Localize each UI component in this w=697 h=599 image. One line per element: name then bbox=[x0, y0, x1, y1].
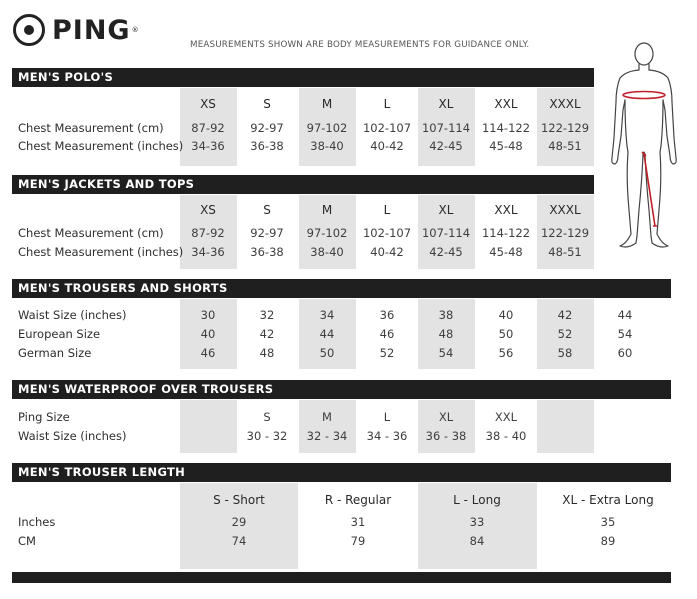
table-cell: 40-42 bbox=[370, 139, 404, 153]
table-cell: 87-92 bbox=[191, 226, 225, 240]
table-cell: 102-107 bbox=[362, 121, 412, 135]
section-polos-title: MEN'S POLO'S bbox=[12, 68, 594, 87]
size-header: XXL bbox=[494, 97, 518, 111]
table-cell: XL bbox=[438, 410, 454, 424]
table-cell: 60 bbox=[617, 346, 633, 360]
row-label: CM bbox=[18, 534, 36, 548]
section-length-title: MEN'S TROUSER LENGTH bbox=[12, 463, 671, 482]
footer-bar bbox=[12, 572, 671, 583]
table-cell: 107-114 bbox=[421, 226, 471, 240]
table-cell: 42 bbox=[259, 327, 275, 341]
section-jackets-title: MEN'S JACKETS AND TOPS bbox=[12, 175, 594, 194]
table-cell: 84 bbox=[469, 534, 485, 548]
shade-column bbox=[299, 400, 356, 453]
brand-trademark: ® bbox=[131, 26, 139, 34]
table-cell: XXL bbox=[494, 410, 518, 424]
table-cell: 48-51 bbox=[548, 139, 582, 153]
table-cell: 44 bbox=[319, 327, 335, 341]
row-label: Chest Measurement (inches) bbox=[18, 139, 184, 153]
size-header: XXL bbox=[494, 203, 518, 217]
table-cell: 50 bbox=[319, 346, 335, 360]
table-cell: 52 bbox=[557, 327, 573, 341]
length-header: S - Short bbox=[213, 493, 265, 507]
table-cell: 34-36 bbox=[191, 245, 225, 259]
size-header: XXXL bbox=[549, 203, 581, 217]
table-cell: 92-97 bbox=[250, 121, 284, 135]
table-cell: 44 bbox=[617, 308, 633, 322]
table-cell: 122-129 bbox=[540, 226, 590, 240]
size-header: L bbox=[383, 97, 391, 111]
row-label: German Size bbox=[18, 346, 92, 360]
table-cell: 45-48 bbox=[489, 245, 523, 259]
ping-logo bbox=[12, 12, 139, 48]
row-label: Chest Measurement (inches) bbox=[18, 245, 184, 259]
size-header: XS bbox=[200, 203, 216, 217]
table-cell: 74 bbox=[231, 534, 247, 548]
row-label: Chest Measurement (cm) bbox=[18, 226, 164, 240]
table-cell: 46 bbox=[379, 327, 395, 341]
table-cell: 48 bbox=[259, 346, 275, 360]
shade-column bbox=[180, 400, 237, 453]
size-header: XXXL bbox=[549, 97, 581, 111]
table-cell: 42-45 bbox=[429, 245, 463, 259]
table-cell: 35 bbox=[600, 515, 616, 529]
table-cell: 54 bbox=[617, 327, 633, 341]
table-cell: 34 - 36 bbox=[366, 429, 408, 443]
table-cell: 54 bbox=[438, 346, 454, 360]
length-header: R - Regular bbox=[324, 493, 392, 507]
table-cell: M bbox=[322, 410, 332, 424]
table-cell: 89 bbox=[600, 534, 616, 548]
table-cell: 30 bbox=[200, 308, 216, 322]
row-label: Chest Measurement (cm) bbox=[18, 121, 164, 135]
table-cell: 50 bbox=[498, 327, 514, 341]
table-cell: 42-45 bbox=[429, 139, 463, 153]
row-label: Ping Size bbox=[18, 410, 70, 424]
table-cell: 52 bbox=[379, 346, 395, 360]
table-cell: 79 bbox=[350, 534, 366, 548]
size-header: XS bbox=[200, 97, 216, 111]
table-cell: 36-38 bbox=[250, 245, 284, 259]
table-cell: 34 bbox=[319, 308, 335, 322]
table-cell: 48-51 bbox=[548, 245, 582, 259]
table-cell: 58 bbox=[557, 346, 573, 360]
table-cell: 97-102 bbox=[306, 226, 348, 240]
length-header: L - Long bbox=[453, 493, 501, 507]
brand-name: PING bbox=[52, 14, 131, 46]
size-header: XL bbox=[438, 97, 454, 111]
shade-column bbox=[537, 400, 594, 453]
row-label: Waist Size (inches) bbox=[18, 308, 127, 322]
table-cell: 36 bbox=[379, 308, 395, 322]
table-cell: 114-122 bbox=[481, 121, 531, 135]
ping-logo-icon bbox=[12, 13, 46, 47]
table-cell: 56 bbox=[498, 346, 514, 360]
table-cell: 32 - 34 bbox=[306, 429, 348, 443]
table-cell: 102-107 bbox=[362, 226, 412, 240]
table-cell: 31 bbox=[350, 515, 366, 529]
row-label: Waist Size (inches) bbox=[18, 429, 127, 443]
table-cell: 87-92 bbox=[191, 121, 225, 135]
table-cell: 29 bbox=[231, 515, 247, 529]
table-cell: 92-97 bbox=[250, 226, 284, 240]
section-trousers-title: MEN'S TROUSERS AND SHORTS bbox=[12, 279, 671, 298]
table-cell: 38-40 bbox=[310, 139, 344, 153]
size-header: S bbox=[263, 97, 271, 111]
table-cell: 45-48 bbox=[489, 139, 523, 153]
size-header: M bbox=[321, 97, 333, 111]
table-cell: 33 bbox=[469, 515, 485, 529]
row-label: Inches bbox=[18, 515, 56, 529]
row-label: European Size bbox=[18, 327, 101, 341]
length-header: XL - Extra Long bbox=[562, 493, 654, 507]
table-cell: 38 - 40 bbox=[485, 429, 527, 443]
table-cell: 38-40 bbox=[310, 245, 344, 259]
table-cell: 36-38 bbox=[250, 139, 284, 153]
table-cell: 107-114 bbox=[421, 121, 471, 135]
table-cell: 36 - 38 bbox=[425, 429, 467, 443]
table-cell: L bbox=[383, 410, 391, 424]
table-cell: 30 - 32 bbox=[246, 429, 288, 443]
size-header: L bbox=[383, 203, 391, 217]
table-cell: 114-122 bbox=[481, 226, 531, 240]
guidance-note: MEASUREMENTS SHOWN ARE BODY MEASUREMENTS FOR GUIDANCE ONLY. bbox=[190, 40, 530, 50]
table-cell: 48 bbox=[438, 327, 454, 341]
table-cell: 40 bbox=[498, 308, 514, 322]
body-measurement-figure-icon bbox=[606, 40, 682, 254]
table-cell: 40-42 bbox=[370, 245, 404, 259]
shade-column bbox=[418, 400, 475, 453]
size-header: M bbox=[321, 203, 333, 217]
table-cell: 32 bbox=[259, 308, 275, 322]
table-cell: 38 bbox=[438, 308, 454, 322]
table-cell: 40 bbox=[200, 327, 216, 341]
table-cell: 46 bbox=[200, 346, 216, 360]
table-cell: 122-129 bbox=[540, 121, 590, 135]
table-cell: 42 bbox=[557, 308, 573, 322]
table-cell: 34-36 bbox=[191, 139, 225, 153]
size-header: XL bbox=[438, 203, 454, 217]
table-cell: 97-102 bbox=[306, 121, 348, 135]
table-cell: S bbox=[263, 410, 271, 424]
size-header: S bbox=[263, 203, 271, 217]
section-waterproof-title: MEN'S WATERPROOF OVER TROUSERS bbox=[12, 380, 671, 399]
